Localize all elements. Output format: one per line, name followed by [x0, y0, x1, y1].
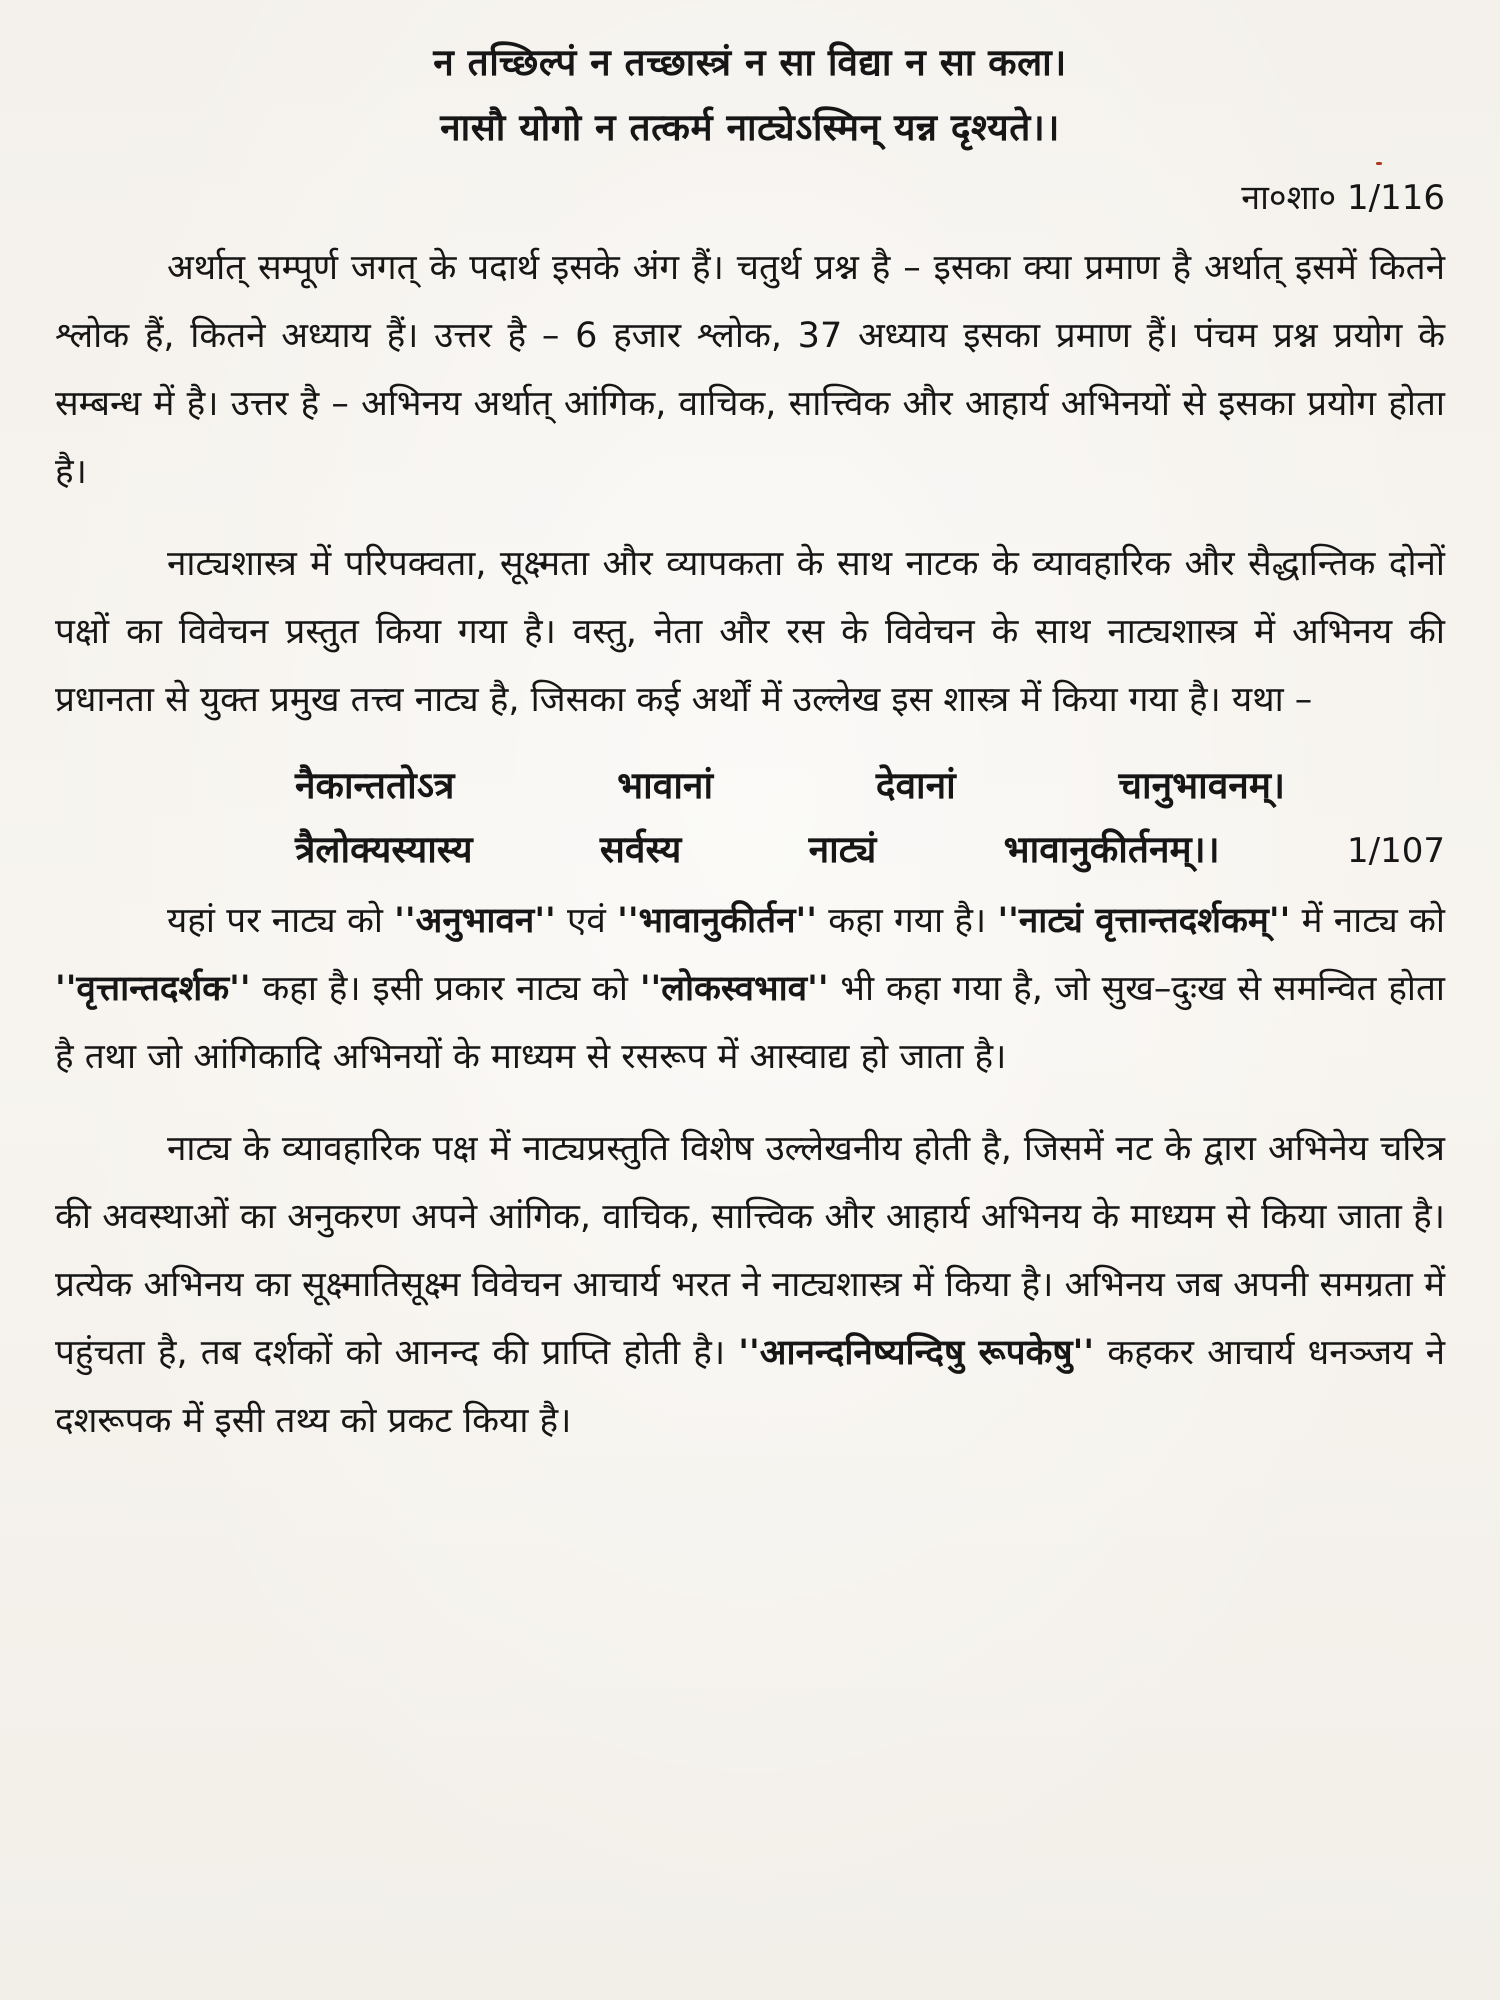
term-vrittantadarshak: ''वृत्तान्तदर्शक'' — [55, 969, 251, 1009]
verse-word: सर्वस्य — [599, 828, 682, 871]
paragraph-3-text: में नाट्य को — [1290, 901, 1445, 941]
paragraph-3-text: कहा है। इसी प्रकार नाट्य को — [250, 969, 640, 1009]
verse-word: नैकान्ततोऽत्र — [295, 764, 455, 807]
paragraph-3-text: भी कहा गया है, जो सुख–दुःख से समन्वित होता है तथा जो आंगिकादि अभिनयों के माध्यम से रसरूप में आस्वाद्य हो जाता है। — [55, 969, 1445, 1077]
verse-word: त्रैलोक्यस्यास्य — [295, 828, 473, 871]
paragraph-4-text: नाट्य के व्यावहारिक पक्ष में नाट्यप्रस्तुति विशेष उल्लेखनीय होती है, जिसमें नट के द्वारा अभिनेय चरित्र की अवस्थाओं का अनुकरण अपने आंगिक, वाचिक, सात्त्विक और आहार्य अभिनय के माध्यम से किया जाता है। प्रत्येक अभिनय का सूक्ष्मातिसूक्ष्म विवेचन आचार्य भरत ने नाट्यशास्त्र में किया है। अभिनय जब अपनी समग्रता में पहुंचता है, तब दर्शकों को आनन्द की प्राप्ति होती है। — [55, 1129, 1445, 1373]
paragraph-3-text: कहा गया है। — [816, 901, 998, 941]
second-verse-line-2 — [55, 818, 1445, 883]
second-verse — [55, 754, 1445, 883]
opening-verse-line-2: नासौ योगो न तत्कर्म नाट्येऽस्मिन् यन्न दृश्यते।। — [440, 106, 1060, 149]
verse-word: देवानां — [875, 764, 956, 807]
paragraph-2: नाट्यशास्त्र में परिपक्वता, सूक्ष्मता और व्यापकता के साथ नाटक के व्यावहारिक और सैद्धान्तिक दोनों पक्षों का विवेचन प्रस्तुत किया गया है। वस्तु, नेता और रस के विवेचन के साथ नाट्यशास्त्र में अभिनय की प्रधानता से युक्त प्रमुख तत्त्व नाट्य है, जिसका कई अर्थों में उल्लेख इस शास्त्र में किया गया है। यथा – — [55, 544, 1445, 720]
opening-verse-line-1: न तच्छिल्पं न तच्छास्त्रं न सा विद्या न सा कला। — [433, 41, 1067, 84]
verse-word: भावानां — [617, 764, 714, 807]
verse-word: नाट्यं — [808, 828, 877, 871]
paragraph-3 — [55, 887, 1445, 1091]
term-bhavanukirtan: ''भावानुकीर्तन'' — [617, 901, 817, 941]
paragraph-4-text: कहकर आचार्य धनञ्जय ने दशरूपक में इसी तथ्य को प्रकट किया है। — [55, 1333, 1445, 1441]
term-lokasvabhav: ''लोकस्वभाव'' — [639, 969, 829, 1009]
paragraph-3-text: एवं — [555, 901, 618, 941]
opening-verse-reference: ना०शा० 1/116 — [1241, 178, 1445, 218]
verse-word: भावानुकीर्तनम्।। — [1003, 828, 1220, 871]
paragraph-1: अर्थात् सम्पूर्ण जगत् के पदार्थ इसके अंग हैं। चतुर्थ प्रश्न है – इसका क्या प्रमाण है अर्थात् इसमें कितने श्लोक हैं, कितने अध्याय हैं। उत्तर है – 6 हजार श्लोक, 37 अध्याय इसका प्रमाण हैं। पंचम प्रश्न प्रयोग के सम्बन्ध में है। उत्तर है – अभिनय अर्थात् आंगिक, वाचिक, सात्त्विक और आहार्य अभिनयों से इसका प्रयोग होता है। — [55, 248, 1445, 492]
second-verse-line-1 — [55, 754, 1445, 818]
ink-speck — [1376, 162, 1382, 165]
second-verse-reference: 1/107 — [1346, 831, 1445, 871]
paragraph-3-text: यहां पर नाट्य को — [167, 901, 395, 941]
verse-word: चानुभावनम्। — [1118, 764, 1285, 807]
term-natyam-vrittantadarshakam: ''नाट्यं वृत्तान्तदर्शकम्'' — [997, 901, 1291, 941]
paragraph-4 — [55, 1115, 1445, 1455]
term-anubhavan: ''अनुभावन'' — [394, 901, 556, 941]
term-anandanishyandishu-rupakeshu: ''आनन्दनिष्यन्दिषु रूपकेषु'' — [738, 1333, 1095, 1373]
